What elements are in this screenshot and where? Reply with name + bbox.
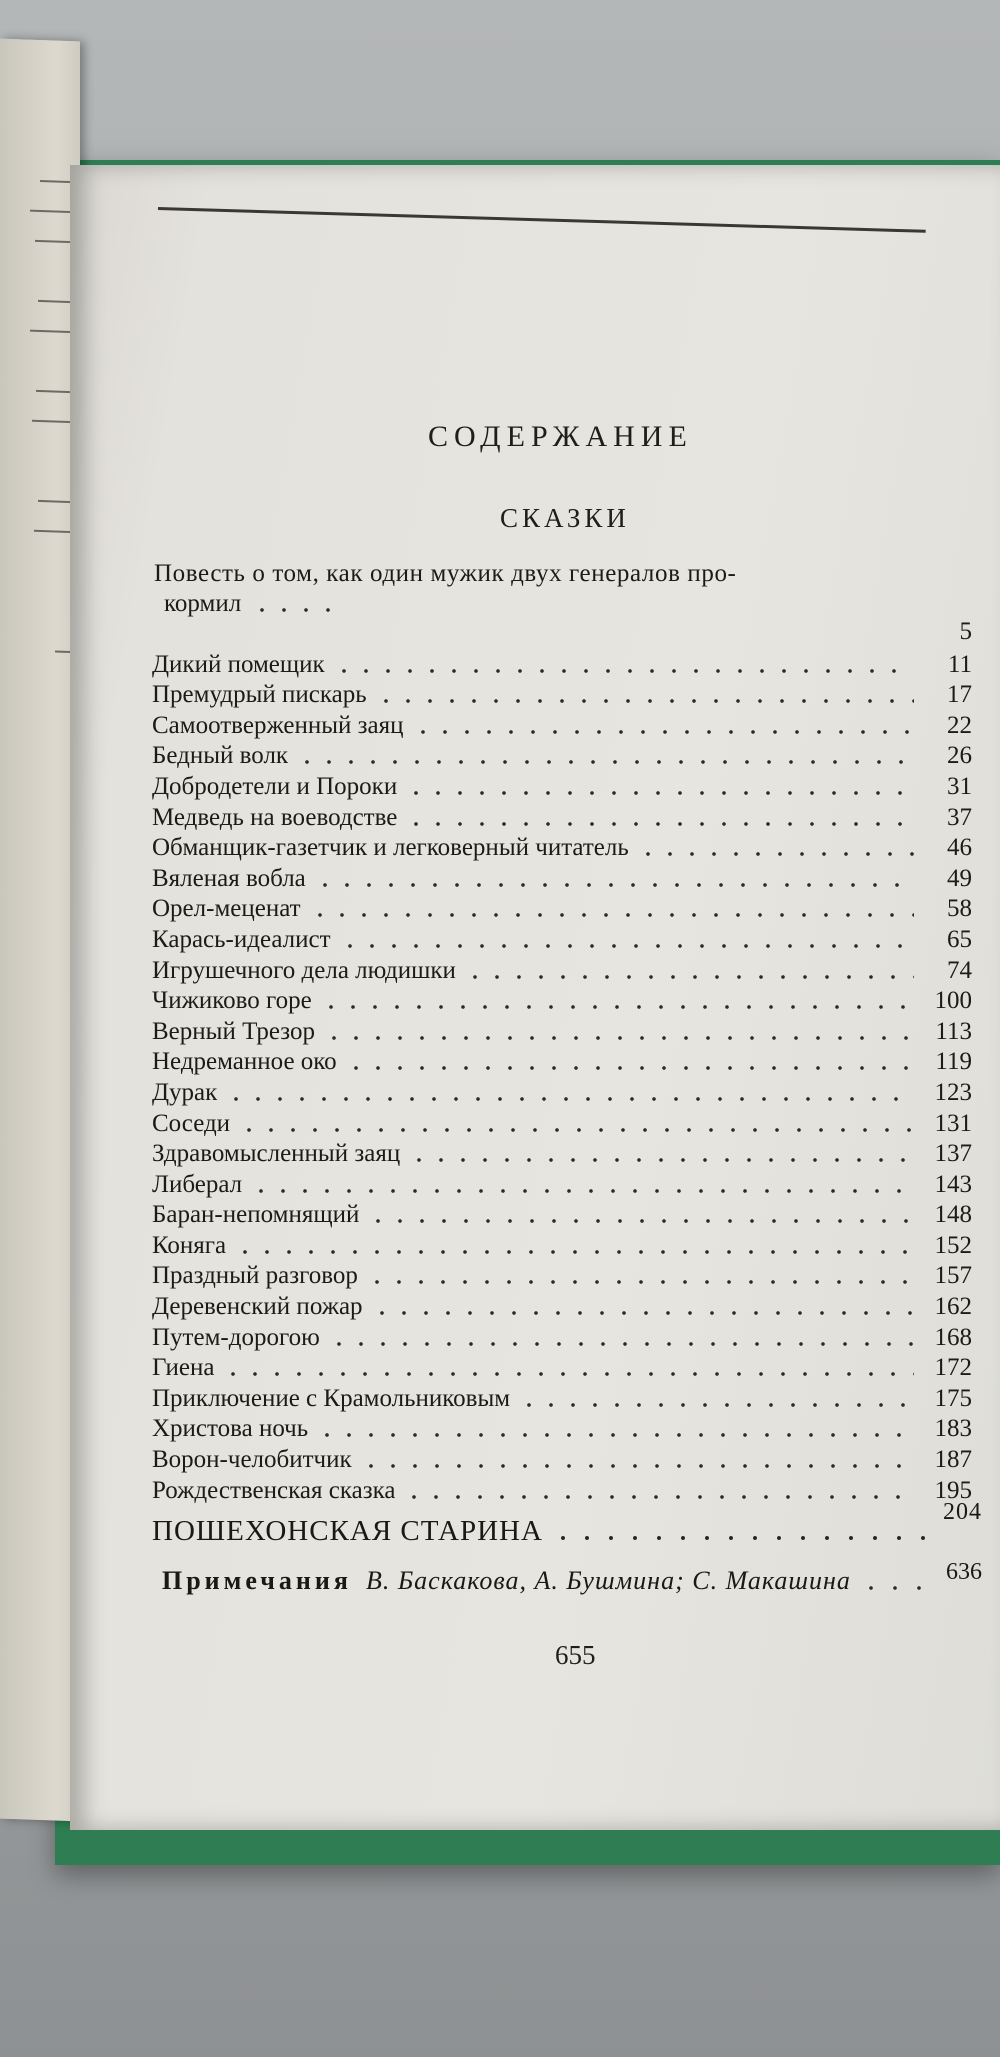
toc-entry [152,1474,972,1505]
table-of-contents [152,560,972,1505]
toc-entry [152,1107,972,1138]
toc-entry-title: Игрушечного дела людишки [152,956,456,984]
toc-entry-title: Верный Трезор [152,1017,316,1045]
toc-entry [152,923,972,954]
toc-entry-page: 11 [947,650,972,678]
toc-entry [152,1015,972,1046]
toc-entry [152,1260,972,1291]
dot-leader [360,1464,914,1468]
toc-entry-title: Медведь на воеводстве [152,803,398,831]
dot-leader [333,669,914,673]
dot-leader [551,1536,935,1540]
toc-entry-page: 183 [934,1415,972,1443]
dot-leader [371,1311,914,1315]
dot-leader [316,1433,914,1437]
toc-entry-title-line1: Повесть о том, как один мужик двух генералов про- [154,560,737,587]
toc-entry-title: Деревенский пожар [152,1293,363,1321]
toc-entry [152,1443,972,1474]
dot-leader [405,822,914,826]
toc-entry [152,1076,972,1107]
dot-leader [296,760,914,764]
dot-leader [403,1495,914,1499]
toc-entry [152,1290,972,1321]
dot-leader [250,1189,914,1193]
contents-heading: СОДЕРЖАНИЕ [428,420,693,453]
toc-entry-title-line2 [152,588,972,618]
toc-entry-page: 74 [947,956,972,984]
toc-entry-title: Христова ночь [152,1415,309,1443]
toc-entry-title: Соседи [152,1109,231,1137]
left-page-edge [0,39,80,1822]
toc-entry-list [152,648,972,1505]
dot-leader [234,1250,914,1254]
toc-entry-title: Добродетели и Пороки [152,772,398,800]
dot-leader [222,1372,914,1376]
toc-entry-title: Карась-идеалист [152,925,331,953]
toc-entry [152,1199,972,1230]
toc-entry-page: 195 [934,1476,972,1504]
toc-entry [152,679,972,710]
toc-entry-title: Дикий помещик [152,650,325,678]
dot-leader [314,883,914,887]
toc-entry-page: 46 [947,834,972,862]
toc-entry-title: Дурак [152,1078,218,1106]
toc-entry [152,1413,972,1444]
toc-entry-title: Самоотверженный заяц [152,711,404,739]
toc-entry-page: 17 [947,681,972,709]
toc-entry-title: Премудрый пискарь [152,681,367,709]
toc-entry-title: Путем-дорогою [152,1323,320,1351]
toc-entry-title: Праздный разговор [152,1262,358,1290]
toc-entry [152,1138,972,1169]
toc-entry-page: 168 [934,1323,972,1351]
toc-entry-title: Гиена [152,1354,215,1382]
toc-entry [152,648,972,679]
toc-entry [152,832,972,863]
toc-entry [152,1046,972,1077]
toc-entry [152,1352,972,1383]
toc-entry [152,893,972,924]
toc-entry-page: 119 [935,1048,972,1076]
toc-entry-title: ПОШЕХОНСКАЯ СТАРИНА [152,1515,543,1547]
toc-entry-title: Баран-непомнящий [152,1201,360,1229]
toc-entry-title: Коняга [152,1231,227,1259]
toc-entry [152,560,972,648]
notes-authors: В. Баскакова, А. Бушмина; С. Макашина [365,1566,851,1595]
toc-entry-title: Орел-меценат [152,895,301,923]
toc-entry-title: Бедный волк [152,742,289,770]
toc-entry-page: 37 [947,803,972,831]
toc-entry-page: 148 [934,1201,972,1229]
dot-leader [323,1036,914,1040]
dot-leader [464,975,914,979]
toc-entry-notes [162,1559,982,1596]
dot-leader [859,1586,938,1590]
dot-leader [238,1128,914,1132]
toc-entry-title: Чижиково горе [152,987,312,1015]
toc-entry [152,1321,972,1352]
toc-entry-title: Здравомысленный заяц [152,1140,401,1168]
toc-entry-page: 49 [947,864,972,892]
dot-leader [412,730,914,734]
toc-entry-page: 162 [934,1293,972,1321]
dot-leader [251,608,341,612]
page-number: 655 [555,1640,596,1670]
dot-leader [518,1403,914,1407]
toc-entry-page: 157 [934,1262,972,1290]
toc-entry [152,985,972,1016]
notes-label: Примечания [162,1566,352,1595]
toc-entry-page: 113 [935,1017,972,1045]
dot-leader [345,1066,914,1070]
toc-entry-title: Ворон-челобитчик [152,1446,352,1474]
dot-leader [367,1219,914,1223]
toc-entry-page: 172 [934,1354,972,1382]
toc-entry-title-continuation: кормил [164,590,242,617]
toc-entry-page: 636 [946,1559,982,1585]
toc-entry-page: 131 [934,1109,972,1137]
toc-entry-page: 143 [934,1170,972,1198]
dot-leader [375,699,914,703]
toc-entry-title: Недреманное око [152,1048,337,1076]
dot-leader [405,791,914,795]
toc-entry-page: 175 [934,1384,972,1412]
toc-entry-title: Либерал [152,1170,243,1198]
toc-entry-page: 100 [934,987,972,1015]
toc-entry [152,862,972,893]
toc-entry [152,770,972,801]
dot-leader [225,1097,914,1101]
dot-leader [328,1342,914,1346]
toc-entry [152,709,972,740]
toc-entry [152,954,972,985]
skazki-heading: СКАЗКИ [500,503,630,533]
toc-entry [152,1168,972,1199]
toc-entry-title: Вяленая вобла [152,864,306,892]
toc-entry [152,1229,972,1260]
toc-entry-page: 137 [934,1140,972,1168]
toc-entry-page: 65 [947,925,972,953]
toc-entry-title: Обманщик-газетчик и легковерный читатель [152,834,629,862]
dot-leader [366,1280,914,1284]
dot-leader [408,1158,914,1162]
toc-entry-page: 187 [934,1446,972,1474]
toc-entry-title: Рождественская сказка [152,1476,396,1504]
toc-entry-page: 26 [947,742,972,770]
toc-entry-page: 204 [943,1499,982,1525]
dot-leader [309,913,914,917]
toc-entry [152,801,972,832]
dot-leader [320,1005,914,1009]
toc-entry-page: 152 [934,1231,972,1259]
toc-entry [152,740,972,771]
toc-entry [152,1382,972,1413]
toc-entry-page: 5 [959,618,972,645]
toc-entry-page: 58 [947,895,972,923]
dot-leader [339,944,914,948]
toc-entry-title: Приключение с Крамольниковым [152,1384,511,1412]
toc-entry-page: 22 [947,711,972,739]
toc-entry-poshekhonskaya [152,1499,982,1548]
dot-leader [637,852,914,856]
toc-entry-page: 123 [934,1078,972,1106]
toc-entry-page: 31 [947,772,972,800]
